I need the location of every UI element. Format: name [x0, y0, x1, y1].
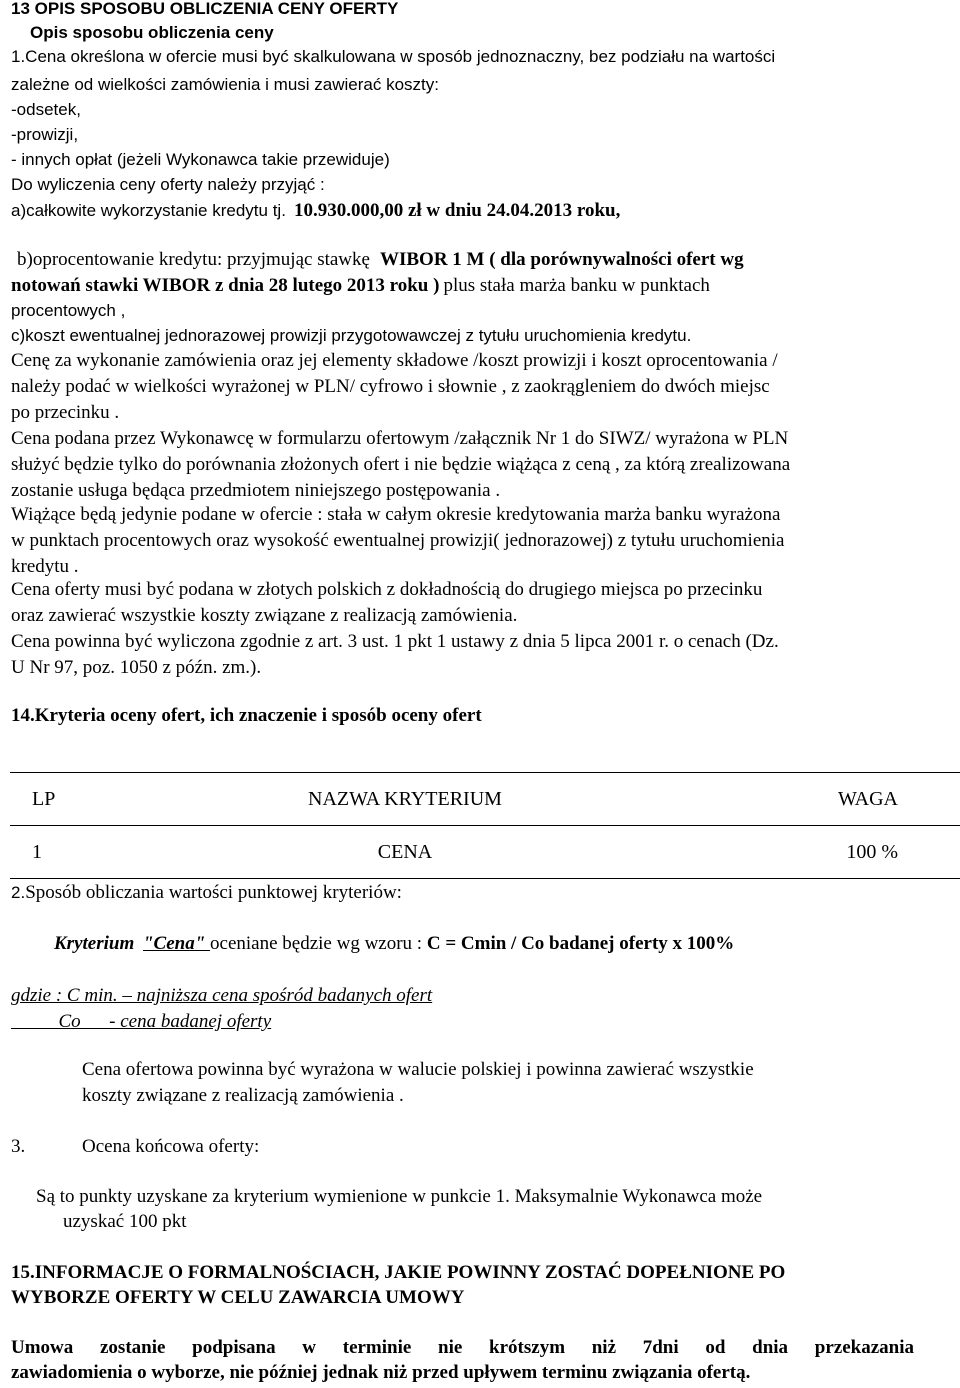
- price-paragraph-line-1: 1.Cena określona w ofercie musi być skalkulowana w sposób jednoznaczny, bez podziału na wartości: [11, 47, 776, 66]
- formula-legend-cmin: gdzie : C min. – najniższa cena spośród badanych ofert: [11, 985, 433, 1006]
- currency-precision-line-2: oraz zawierać wszystkie koszty związane z realizacją zamówienia.: [11, 605, 518, 626]
- section-13-subheading: Opis sposobu obliczenia ceny: [30, 23, 274, 42]
- row-lp: 1: [10, 826, 112, 879]
- points-note-line-1: Są to punkty uzyskane za kryterium wymienione w punkcie 1. Maksymalnie Wykonawca może: [36, 1186, 763, 1207]
- header-weight: WAGA: [698, 773, 960, 826]
- cost-item-interest: -odsetek,: [11, 100, 81, 119]
- row-criterion-name: CENA: [112, 826, 698, 879]
- binding-terms-line-3: kredytu .: [11, 556, 79, 577]
- scoring-method-title: Sposób obliczania wartości punktowej kryteriów:: [25, 882, 402, 903]
- row-weight: 100 %: [698, 826, 960, 879]
- scoring-method: [11, 883, 402, 902]
- assumption-b-wibor-date: notowań stawki WIBOR z dnia 28 lutego 2013 roku ): [11, 275, 440, 296]
- assumption-a-prefix: a)całkowite wykorzystanie kredytu tj.: [11, 201, 286, 220]
- criteria-table: [10, 772, 960, 879]
- section-14-heading: 14.Kryteria oceny ofert, ich znaczenie i sposób oceny ofert: [11, 705, 482, 726]
- formula-description: oceniane będzie wg wzoru :: [210, 933, 423, 954]
- cost-item-other: - innych opłat (jeżeli Wykonawca takie przewiduje): [11, 150, 390, 169]
- assumption-b-margin: plus stała marża banku w punktach: [443, 275, 710, 296]
- contract-signing-line-2: zawiadomienia o wyborze, nie później jednak niż przed upływem terminu związania ofertą.: [11, 1362, 751, 1383]
- currency-precision-line-1: Cena oferty musi być podana w złotych polskich z dokładnością do drugiego miejsca po przecinku: [11, 579, 763, 600]
- contract-signing-line-1: Umowa zostanie podpisana w terminie nie krótszym niż 7dni od dnia przekazania: [11, 1337, 914, 1358]
- binding-terms-line-1: Wiążące będą jedynie podane w ofercie : stała w całym okresie kredytowania marża banku wyrażona: [11, 504, 781, 525]
- assumption-a: [11, 201, 620, 220]
- formula-expression: C = Cmin / Co badanej oferty x 100%: [426, 933, 735, 954]
- cost-item-commission: -prowizji,: [11, 125, 79, 144]
- section-15-heading-line-1: 15.INFORMACJE O FORMALNOŚCIACH, JAKIE POWINNY ZOSTAĆ DOPEŁNIONE PO: [11, 1262, 786, 1283]
- currency-note-line-2: koszty związane z realizacją zamówienia .: [82, 1085, 404, 1106]
- price-formula: [54, 934, 734, 953]
- assumption-b-line-2: [11, 276, 710, 295]
- form-price-line-2: służyć będzie tylko do porównania złożonych ofert i nie będzie wiążąca z ceną , za którą zrealizowana: [11, 454, 791, 475]
- price-components-line-1: Cenę za wykonanie zamówienia oraz jej elementy składowe /koszt prowizji i koszt oprocentowania /: [11, 350, 778, 371]
- calculation-assumption: Do wyliczenia ceny oferty należy przyjąć :: [11, 175, 325, 194]
- assumption-a-amount: 10.930.000,00 zł w dniu 24.04.2013 roku,: [293, 200, 621, 221]
- currency-note-line-1: Cena ofertowa powinna być wyrażona w walucie polskiej i powinna zawierać wszystkie: [82, 1059, 754, 1080]
- assumption-b-wibor: WIBOR 1 M ( dla porównywalności ofert wg: [379, 249, 744, 270]
- final-score-title: Ocena końcowa oferty:: [82, 1136, 260, 1157]
- assumption-b-line-1: [17, 250, 744, 269]
- assumption-b-prefix: b)oprocentowanie kredytu: przyjmując stawkę: [17, 249, 370, 270]
- criteria-table-header: [10, 773, 960, 826]
- price-paragraph-line-2: zależne od wielkości zamówienia i musi zawierać koszty:: [11, 75, 439, 94]
- header-criterion-name: NAZWA KRYTERIUM: [112, 773, 698, 826]
- formula-label: Kryterium: [54, 933, 135, 954]
- form-price-line-3: zostanie usługa będąca przedmiotem niniejszego postępowania .: [11, 480, 501, 501]
- points-note-line-2: uzyskać 100 pkt: [63, 1211, 187, 1232]
- binding-terms-line-2: w punktach procentowych oraz wysokość ewentualnej prowizji( jednorazowej) z tytułu uruchomienia: [11, 530, 785, 551]
- legal-basis-line-1: Cena powinna być wyliczona zgodnie z art. 3 ust. 1 pkt 1 ustawy z dnia 5 lipca 2001 r. o cenach (Dz.: [11, 631, 779, 652]
- section-13-heading: 13 OPIS SPOSOBU OBLICZENIA CENY OFERTY: [11, 0, 399, 18]
- assumption-c: c)koszt ewentualnej jednorazowej prowizji przygotowawczej z tytułu uruchomienia kredytu.: [11, 326, 692, 345]
- final-score-number: 3.: [11, 1136, 26, 1157]
- formula-criterion-name: "Cena": [142, 933, 211, 954]
- scoring-method-number: 2.: [11, 883, 26, 902]
- header-lp: LP: [10, 773, 112, 826]
- formula-legend-co: Co - cena badanej oferty: [11, 1011, 272, 1032]
- table-row: [10, 826, 960, 879]
- legal-basis-line-2: U Nr 97, poz. 1050 z późn. zm.).: [11, 657, 262, 678]
- form-price-line-1: Cena podana przez Wykonawcę w formularzu ofertowym /załącznik Nr 1 do SIWZ/ wyrażona w PLN: [11, 428, 789, 449]
- assumption-b-line-3: procentowych ,: [11, 301, 126, 320]
- section-15-heading-line-2: WYBORZE OFERTY W CELU ZAWARCIA UMOWY: [11, 1287, 465, 1308]
- price-components-line-2: należy podać w wielkości wyrażonej w PLN/ cyfrowo i słownie , z zaokrągleniem do dwóch miejsc: [11, 376, 770, 397]
- price-components-line-3: po przecinku .: [11, 402, 120, 423]
